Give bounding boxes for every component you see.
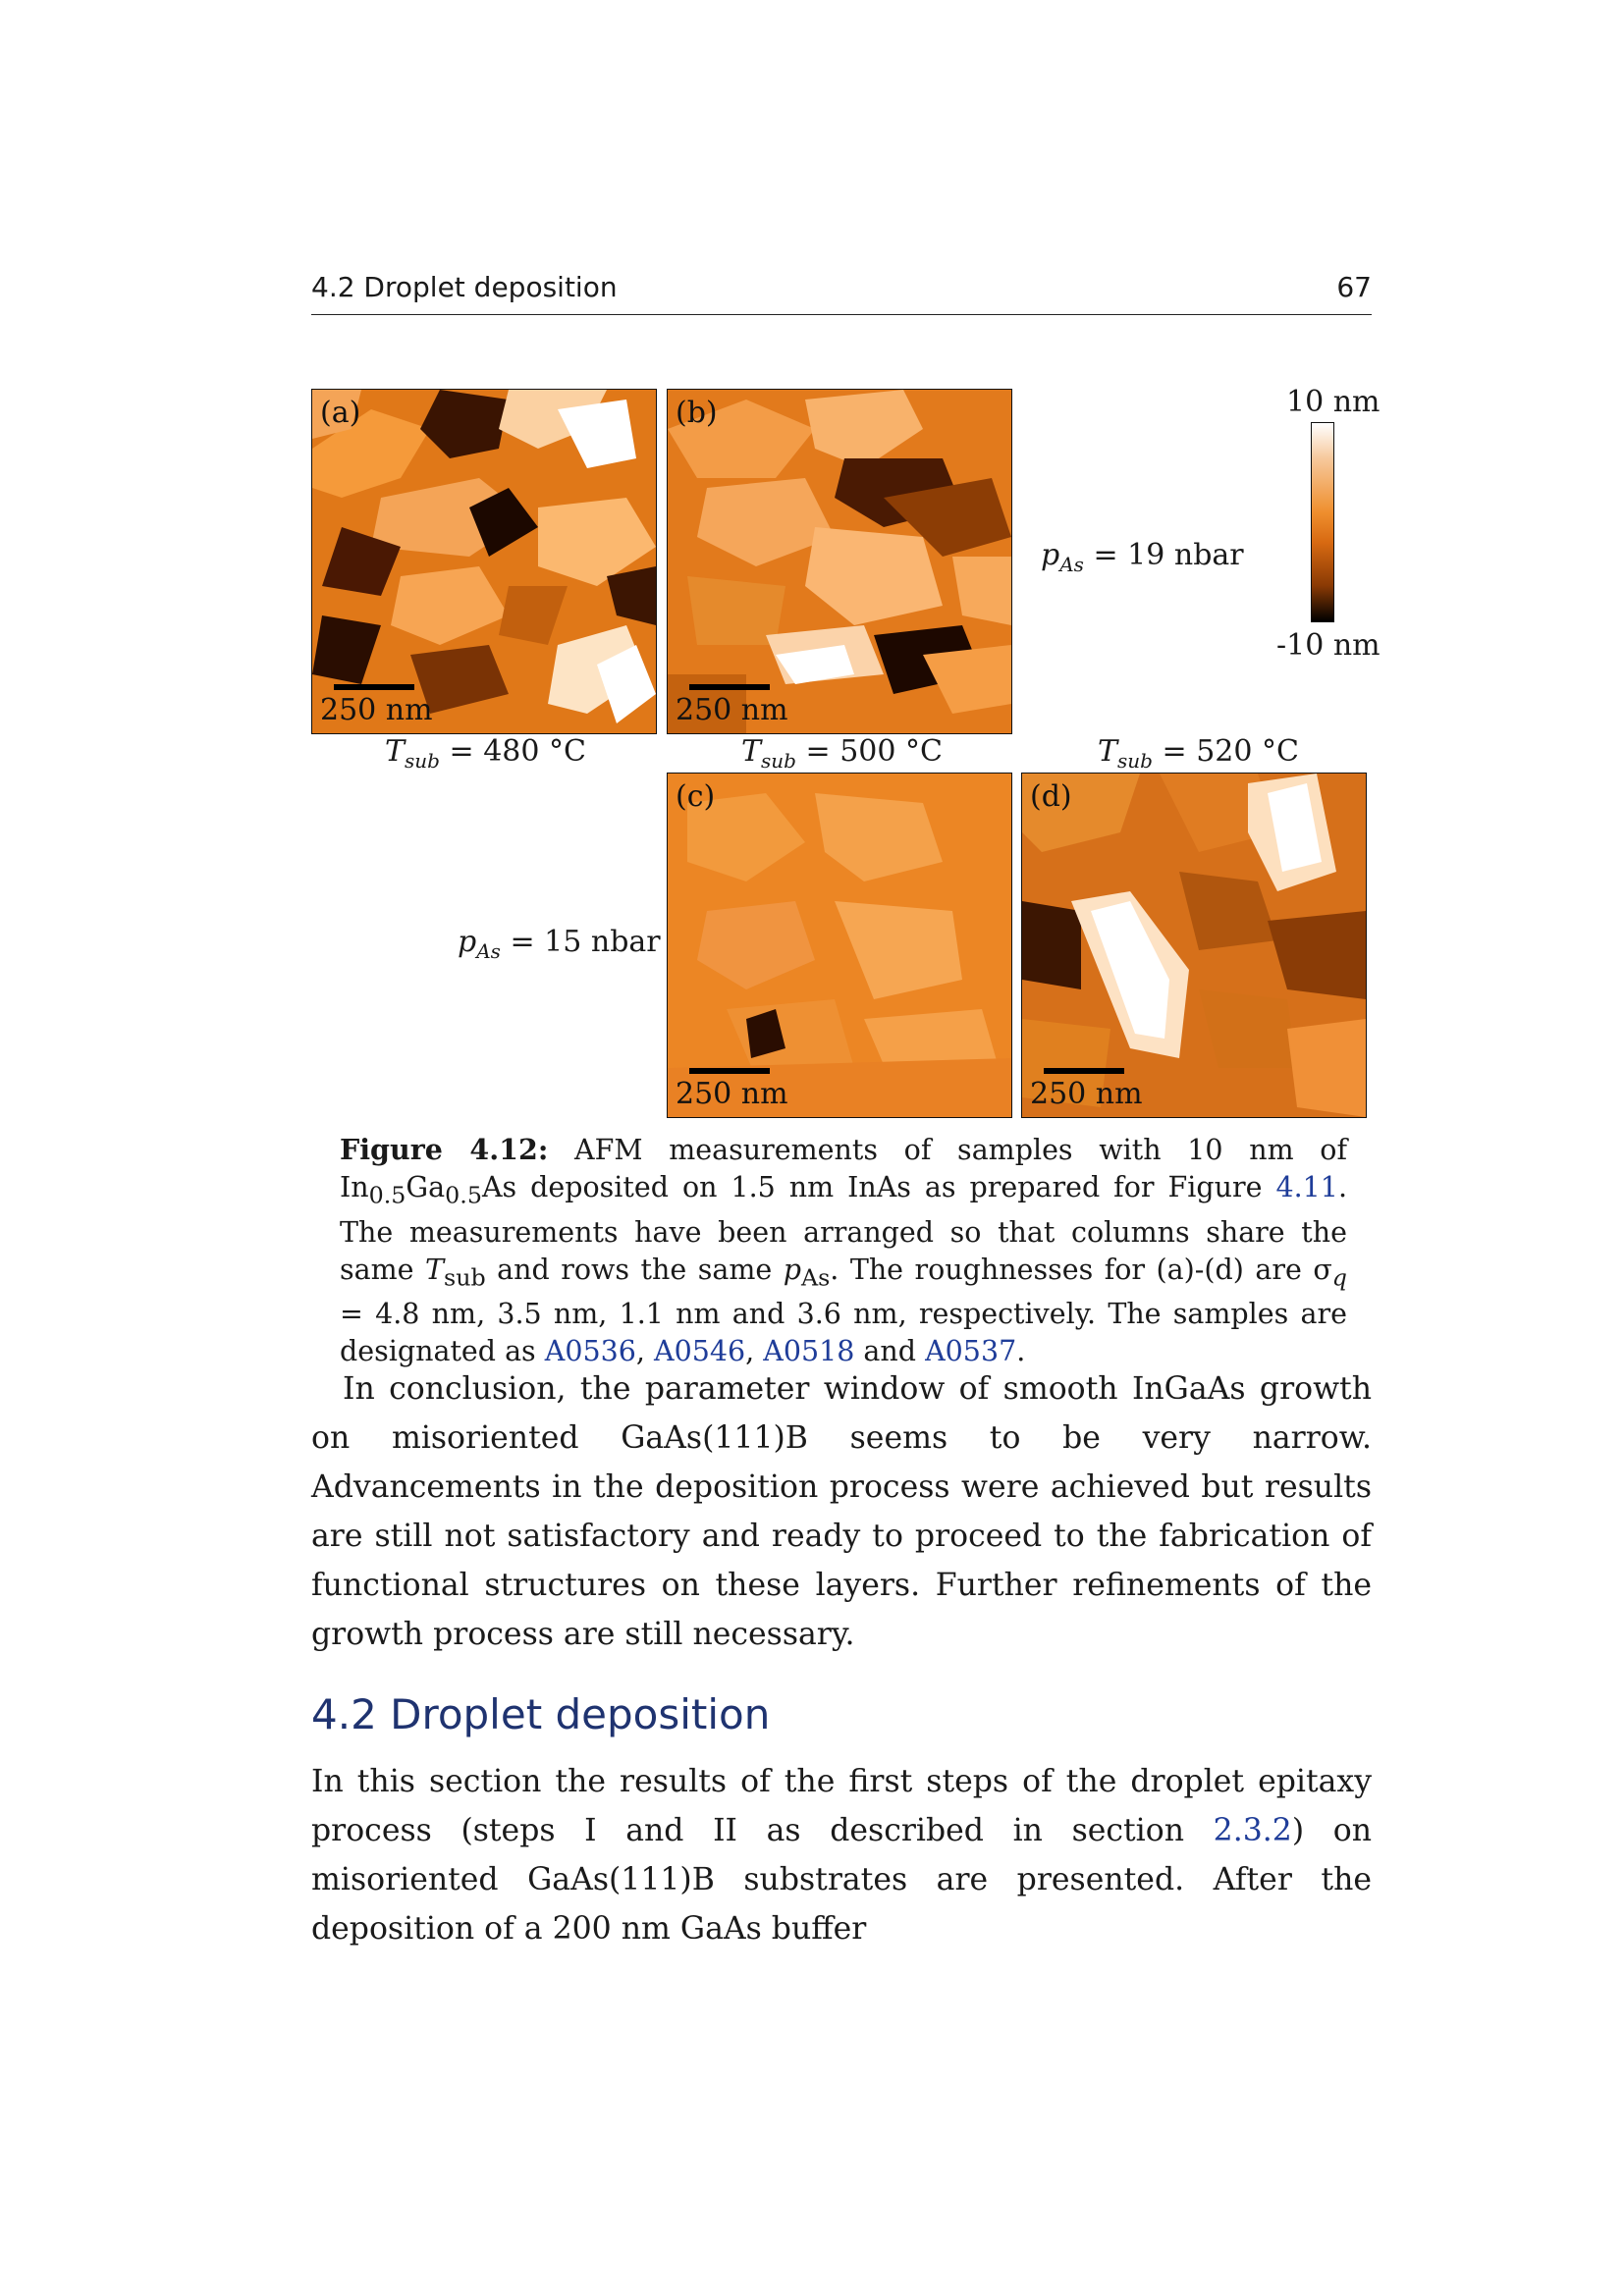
header-section: 4.2 Droplet deposition [311, 271, 618, 303]
colorbar [1311, 422, 1334, 622]
sample-link-a0546[interactable]: A0546 [654, 1335, 746, 1368]
sample-link-a0518[interactable]: A0518 [763, 1335, 855, 1368]
sample-link-a0536[interactable]: A0536 [544, 1335, 636, 1368]
afm-image-d [1022, 774, 1366, 1117]
row-label-19nbar: $p_{As} = 19$ nbar [1041, 538, 1244, 576]
afm-image-c [668, 774, 1011, 1117]
afm-panel-a [311, 389, 657, 734]
scale-text-c: 250 nm [676, 1077, 788, 1111]
row-label-15nbar: $p_{As} = 15$ nbar [458, 925, 661, 963]
sample-link-a0537[interactable]: A0537 [925, 1335, 1017, 1368]
section-ref-link[interactable]: 2.3.2 [1213, 1813, 1292, 1848]
scale-bar-b [689, 684, 770, 690]
panel-label-c: (c) [676, 779, 716, 814]
col-label-520: $T_{sub} = 520$ °C [1098, 734, 1299, 773]
afm-image-a [312, 390, 656, 733]
figure-4-12 [0, 0, 1624, 1139]
colorbar-max-label: 10 nm [1286, 385, 1380, 419]
page-number: 67 [1336, 271, 1372, 303]
figure-caption: Figure 4.12: AFM measurements of samples with 10 nm of $In_{0.5}Ga_{0.5}As$ deposited on 1.5 nm InAs as prepared for Figure 4.11. The measurements have been arranged so that columns share the same $T_{sub}$ and rows the same $p_{As}$. The roughnesses for (a)-(d) are $\sigma_q = 4.8$ nm, 3.5 nm, 1.1 nm and 3.6 nm, respectively. The samples are designated as A0536, A0546, A0518 and A0537. [340, 1133, 1348, 1368]
panel-label-a: (a) [320, 396, 361, 430]
col-label-500: $T_{sub} = 500$ °C [741, 734, 943, 773]
paragraph-section-intro: In this section the results of the first steps of the droplet epitaxy process (steps I and II as described in section 2.3.2) on misoriented GaAs(111)B substrates are presented. After the deposition of a 200 nm GaAs buffer [311, 1764, 1372, 1947]
afm-image-b [668, 390, 1011, 733]
scale-bar-a [334, 684, 414, 690]
col-label-480: $T_{sub} = 480$ °C [385, 734, 586, 773]
scale-text-b: 250 nm [676, 693, 788, 727]
section-heading: 4.2 Droplet deposition [311, 1690, 771, 1738]
panel-label-b: (b) [676, 396, 718, 430]
paragraph-conclusion: In conclusion, the parameter window of smooth InGaAs growth on misoriented GaAs(111)B seems to be very narrow. Advancements in the deposition process were achieved but results are still not satisfactory and ready to proceed to the fabrication of functional structures on these layers. Further refinements of the growth process are still necessary. [311, 1371, 1372, 1652]
panel-label-d: (d) [1030, 779, 1072, 814]
scale-bar-c [689, 1068, 770, 1074]
colorbar-min-label: -10 nm [1276, 628, 1380, 663]
scale-bar-d [1044, 1068, 1124, 1074]
afm-panel-c [667, 773, 1012, 1118]
caption-label: Figure 4.12: [340, 1133, 549, 1166]
scale-text-a: 250 nm [320, 693, 433, 727]
afm-panel-d [1021, 773, 1367, 1118]
afm-panel-b [667, 389, 1012, 734]
figure-ref-link[interactable]: 4.11 [1275, 1171, 1338, 1203]
scale-text-d: 250 nm [1030, 1077, 1143, 1111]
